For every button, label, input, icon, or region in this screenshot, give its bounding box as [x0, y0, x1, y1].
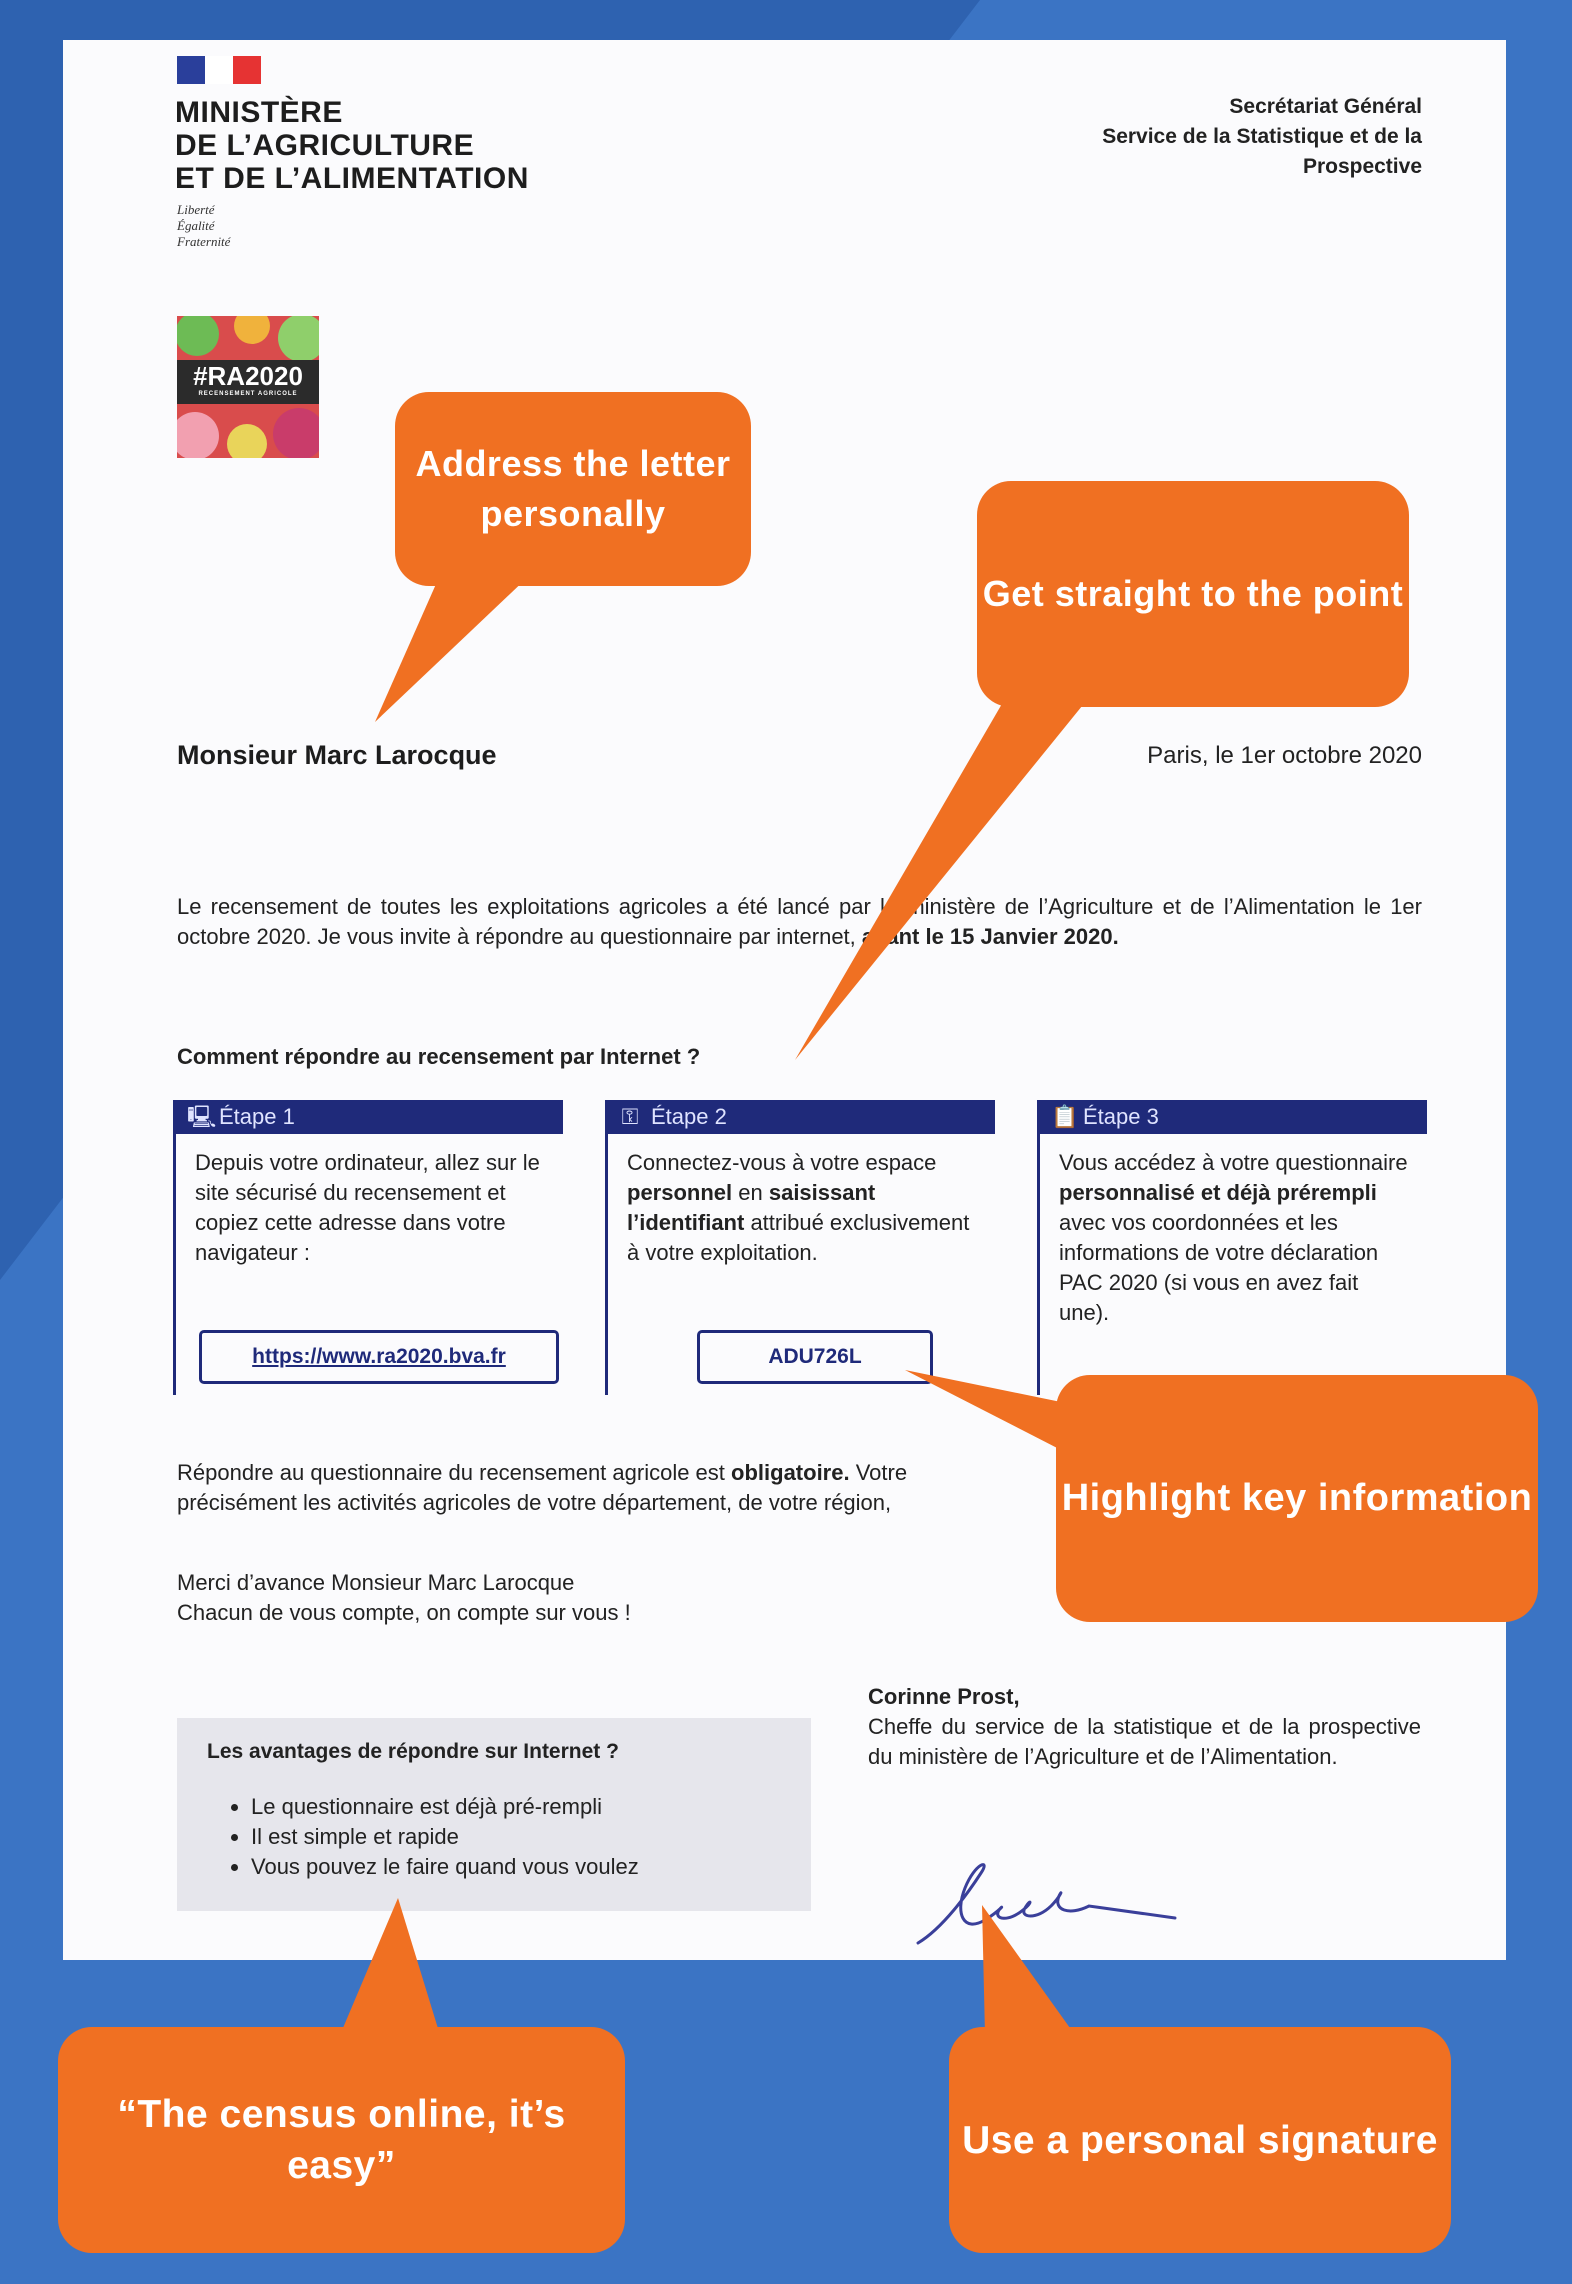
identifier-box: ADU726L	[697, 1330, 933, 1384]
clipboard-icon: 📋	[1051, 1104, 1079, 1129]
ra2020-logo-text: #RA2020	[193, 361, 303, 391]
signatory-title: Cheffe du service de la statistique et de la prospective du ministère de l’Agriculture et de l’Alimentation.	[868, 1714, 1421, 1769]
step-3-header: 📋 Étape 3	[1037, 1100, 1427, 1134]
callout-census-online-easy: “The census online, it’s easy”	[58, 2027, 625, 2253]
computer-icon: 🖳	[187, 1104, 217, 1129]
steps-question: Comment répondre au recensement par Internet ?	[177, 1044, 701, 1069]
sender-department: Secrétariat Général Service de la Statistique et de la Prospective	[1102, 95, 1422, 178]
advantage-item: • Il est simple et rapide	[251, 1822, 639, 1852]
advantage-item: • Vous pouvez le faire quand vous voulez	[251, 1852, 639, 1882]
census-url-link[interactable]: https://www.ra2020.bva.fr	[199, 1330, 559, 1384]
step-2-text: Connectez-vous à votre espace personnel en saisissant l’identifiant attribué exclusivement à votre exploitation.	[627, 1150, 970, 1265]
step-3-text: Vous accédez à votre questionnaire personnalisé et déjà prérempli avec vos coordonnées et les informations de votre déclaration PAC 2020 (si vous en avez fait une).	[1059, 1150, 1408, 1325]
advantages-title: Les avantages de répondre sur Internet ?	[207, 1740, 619, 1763]
step-1-text: Depuis votre ordinateur, allez sur le site sécurisé du recensement et copiez cette adresse dans votre navigateur :	[195, 1150, 540, 1265]
ra2020-logo-subtext: RECENSEMENT AGRICOLE	[198, 391, 298, 397]
callout-personal-address: Address the letter personally	[395, 392, 751, 586]
mandatory-paragraph: Répondre au questionnaire du recensement agricole est obligatoire. Votre précisément les activités agricoles de votre département, de votre région,	[177, 1460, 908, 1515]
signatory-name: Corinne Prost,	[868, 1684, 1020, 1709]
advantage-item: • Le questionnaire est déjà pré-rempli	[251, 1792, 639, 1822]
step-1-header: 🖳 Étape 1	[173, 1100, 563, 1134]
callout-highlight-key-info: Highlight key information	[1056, 1375, 1538, 1622]
thanks-paragraph: Merci d’avance Monsieur Marc Larocque Chacun de vous compte, on compte sur vous !	[177, 1570, 631, 1625]
step-2-header: ⚿ Étape 2	[605, 1100, 995, 1134]
letter-date: Paris, le 1er octobre 2020	[1147, 742, 1422, 769]
callout-personal-signature: Use a personal signature	[949, 2027, 1451, 2253]
callout-straight-to-point: Get straight to the point	[977, 481, 1409, 707]
key-icon: ⚿	[621, 1104, 639, 1129]
intro-paragraph: Le recensement de toutes les exploitations agricoles a été lancé par le ministère de l’Agriculture et de l’Alimentation le 1er octobre 2020. Je vous invite à répondre au questionnaire par internet, avant le 15 Janvier 2020.	[177, 894, 1422, 949]
ministry-name: MINISTÈRE DE L’AGRICULTURE ET DE L’ALIMENTATION	[175, 96, 529, 195]
recipient-name: Monsieur Marc Larocque	[177, 740, 497, 770]
republic-motto: Liberté Égalité Fraternité	[177, 202, 231, 249]
